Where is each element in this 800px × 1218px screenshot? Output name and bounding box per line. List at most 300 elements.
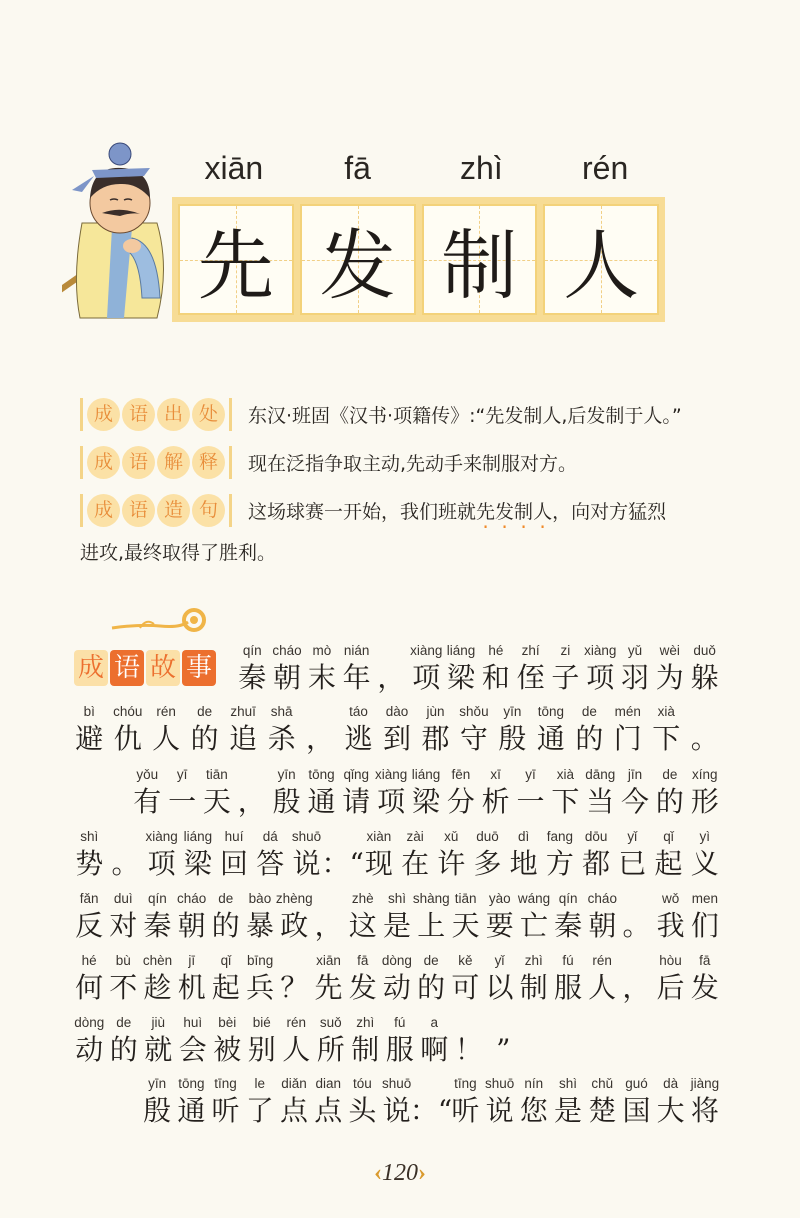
label-char: 造: [157, 494, 190, 527]
ruby-char: [311, 952, 345, 1006]
hanzi: 门: [613, 722, 642, 755]
ruby-char: [279, 1014, 314, 1068]
ruby-char: [585, 1075, 619, 1129]
pinyin: zhì: [524, 953, 543, 968]
ruby-char: [551, 1075, 585, 1129]
ruby-char: [269, 766, 304, 820]
pinyin: liáng: [183, 829, 213, 844]
ruby-char: [140, 952, 174, 1006]
pinyin: yǐ: [627, 829, 638, 844]
ruby-char: [277, 1075, 311, 1129]
pinyin: jī: [188, 953, 196, 968]
emphasized-char: 先: [476, 501, 496, 523]
pinyin: xiàng: [375, 767, 408, 782]
title-char: 人: [563, 221, 640, 310]
pinyin: chèn: [142, 953, 173, 968]
hanzi: 殷: [498, 722, 527, 755]
pinyin: bào: [248, 891, 272, 906]
title-pinyin-3: zhì: [460, 150, 503, 186]
ruby-char: [374, 642, 409, 696]
hanzi: 今: [621, 785, 650, 818]
hanzi: 制: [519, 971, 548, 1004]
ruby-char: [585, 890, 619, 944]
ruby-char: [226, 703, 261, 757]
ruby-char: [585, 952, 619, 1006]
pinyin: zhè: [351, 891, 374, 906]
ruby-char: [611, 703, 646, 757]
ruby-char: [495, 703, 530, 757]
ruby-char: [380, 1075, 414, 1129]
hanzi: 不: [109, 971, 138, 1004]
pinyin: wǒ: [662, 891, 680, 906]
ruby-char: [444, 766, 479, 820]
pinyin: zhuī: [230, 704, 256, 719]
pinyin: shā: [270, 704, 293, 719]
hanzi: 听: [211, 1094, 240, 1127]
idiom-example: [80, 494, 740, 527]
hanzi: ：“: [321, 847, 364, 880]
hanzi: 年: [342, 661, 371, 694]
ruby-char: [108, 828, 143, 882]
hanzi: 人: [282, 1033, 311, 1066]
hanzi: 侄: [516, 661, 545, 694]
ruby-char: [548, 766, 583, 820]
ruby-char: [277, 890, 312, 944]
ruby-char: [688, 703, 723, 757]
hanzi: 朝: [588, 909, 617, 942]
hanzi: 梁: [447, 661, 476, 694]
hanzi: ？: [280, 971, 309, 1004]
hanzi: 会: [178, 1033, 207, 1066]
emphasized-char: 人: [533, 501, 553, 523]
pinyin: wáng: [517, 891, 551, 906]
hanzi: 您: [519, 1094, 548, 1127]
pinyin: kě: [458, 953, 473, 968]
meaning-label: [80, 446, 232, 479]
pinyin: mén: [614, 704, 641, 719]
pinyin: bèi: [218, 1015, 237, 1030]
ruby-char: [579, 828, 614, 882]
hanzi: 对: [109, 909, 138, 942]
hanzi: 子: [551, 661, 580, 694]
pinyin: xià: [556, 767, 574, 782]
ruby-char: [380, 952, 414, 1006]
ruby-char: [209, 890, 243, 944]
hanzi: 许: [437, 847, 466, 880]
ruby-char: [380, 703, 415, 757]
hanzi: 朝: [177, 909, 206, 942]
hanzi: 说: [292, 847, 321, 880]
ruby-char: [448, 952, 482, 1006]
hanzi: 说: [382, 1094, 411, 1127]
title-cell: [300, 204, 416, 315]
ruby-char: [619, 1075, 653, 1129]
ruby-char: [72, 952, 106, 1006]
ruby-char: [208, 1075, 242, 1129]
ruby-char: [414, 890, 449, 944]
ruby-char: [149, 703, 184, 757]
pinyin: tiān: [206, 767, 228, 782]
pinyin: tīng: [214, 1076, 237, 1091]
pinyin: nián: [343, 643, 370, 658]
ruby-char: [181, 828, 216, 882]
pinyin: zài: [406, 829, 424, 844]
ruby-char: [243, 1075, 277, 1129]
emphasized-char: 发: [495, 501, 515, 523]
ruby-char: [140, 890, 174, 944]
hanzi: 动: [382, 971, 411, 1004]
ruby-char: [348, 1014, 383, 1068]
hanzi: 逃: [344, 722, 373, 755]
hanzi: 起: [654, 847, 683, 880]
ruby-char: [140, 1075, 174, 1129]
ruby-char: [339, 766, 374, 820]
hanzi: 当: [586, 785, 615, 818]
ruby-char: [513, 642, 548, 696]
ruby-char: [654, 1075, 688, 1129]
pinyin: dì: [518, 829, 530, 844]
label-char: 句: [192, 494, 225, 527]
hanzi: 已: [618, 847, 647, 880]
ruby-char: [551, 952, 585, 1006]
ruby-char: [210, 1014, 245, 1068]
pinyin: jùn: [426, 704, 445, 719]
ruby-char: [653, 766, 688, 820]
hanzi: 是: [382, 909, 411, 942]
ruby-char: [243, 952, 277, 1006]
ruby-char: [174, 1075, 208, 1129]
hanzi: 方: [545, 847, 574, 880]
hanzi: 天: [451, 909, 480, 942]
pinyin: bié: [252, 1015, 271, 1030]
example-label: [80, 494, 232, 527]
pinyin: shuō: [484, 1076, 515, 1091]
pinyin: cháo: [272, 643, 302, 658]
hanzi: 反: [75, 909, 104, 942]
ruby-char: [619, 952, 653, 1006]
label-char: 事: [182, 650, 216, 686]
pinyin: dào: [385, 704, 409, 719]
pinyin: xǔ: [444, 829, 459, 844]
hanzi: 的: [655, 785, 684, 818]
hanzi: 的: [211, 909, 240, 942]
pinyin: wèi: [659, 643, 680, 658]
pinyin: shì: [80, 829, 99, 844]
title-char: 制: [441, 221, 518, 310]
story-line: [235, 642, 722, 696]
ruby-char: [380, 890, 414, 944]
pinyin: fú: [562, 953, 574, 968]
ruby-char: [72, 703, 107, 757]
ruby-char: [654, 890, 688, 944]
ruby-char: [235, 642, 270, 696]
pinyin: qín: [148, 891, 167, 906]
ruby-char: [434, 828, 469, 882]
hanzi: 通: [536, 722, 565, 755]
label-char: 语: [122, 446, 155, 479]
ruby-char: [452, 1014, 487, 1068]
hanzi: 朝: [273, 661, 302, 694]
hanzi: 义: [690, 847, 719, 880]
pinyin: dòng: [381, 953, 412, 968]
ruby-char: [200, 766, 235, 820]
hanzi: 梁: [183, 847, 212, 880]
ruby-char: [688, 890, 722, 944]
hanzi: 的: [575, 722, 604, 755]
hanzi: 发: [690, 971, 719, 1004]
label-char: 语: [122, 494, 155, 527]
hanzi: 。: [111, 847, 140, 880]
ruby-char: [245, 1014, 280, 1068]
page-number-value: 120: [382, 1160, 418, 1186]
hanzi: 秦: [554, 909, 583, 942]
pinyin: shì: [559, 1076, 578, 1091]
hanzi: 回: [220, 847, 249, 880]
hanzi: 躲: [690, 661, 719, 694]
hanzi: 点: [314, 1094, 343, 1127]
source-text: 东汉·班固《汉书·项籍传》:“先发制人,后发制于人。”: [248, 405, 682, 427]
hanzi: ！: [454, 1033, 483, 1066]
story-line: [130, 766, 722, 820]
pinyin: de: [423, 953, 439, 968]
ruby-char: [482, 952, 516, 1006]
source-label: [80, 398, 232, 431]
hanzi: ，: [377, 661, 406, 694]
pinyin: tiān: [454, 891, 477, 906]
hanzi: ，: [314, 909, 343, 942]
example-text-before: 这场球赛一开始，我们班就: [248, 501, 477, 523]
ruby-char: [649, 703, 684, 757]
hanzi: 守: [459, 722, 488, 755]
ruby-char: [72, 1014, 107, 1068]
pinyin: jiàng: [690, 1076, 720, 1091]
ruby-char: [270, 642, 305, 696]
pinyin: a: [430, 1015, 438, 1030]
ruby-char: [457, 703, 492, 757]
ruby-char: [444, 642, 479, 696]
pinyin: dōu: [584, 829, 608, 844]
pinyin: fā: [357, 953, 369, 968]
hanzi: 大: [656, 1094, 685, 1127]
label-char: 解: [157, 446, 190, 479]
pinyin: huí: [224, 829, 244, 844]
hanzi: 请: [342, 785, 371, 818]
pinyin: yǔ: [627, 643, 643, 658]
label-char: 释: [192, 446, 225, 479]
pinyin: fang: [546, 829, 574, 844]
pinyin: liáng: [411, 767, 441, 782]
hanzi: 到: [382, 722, 411, 755]
pinyin: cháo: [176, 891, 207, 906]
label-char: 成: [87, 446, 120, 479]
pinyin: tōng: [537, 704, 565, 719]
ruby-char: [688, 952, 722, 1006]
ruby-char: [107, 1014, 142, 1068]
ruby-char: [110, 703, 145, 757]
ruby-char: [243, 890, 277, 944]
hanzi: 追: [229, 722, 258, 755]
hanzi: 郡: [421, 722, 450, 755]
ruby-char: [688, 1075, 722, 1129]
hanzi: 机: [177, 971, 206, 1004]
pinyin: yì: [699, 829, 710, 844]
pinyin: tōng: [178, 1076, 205, 1091]
hanzi: 后: [656, 971, 685, 1004]
hanzi: ，: [306, 722, 335, 755]
pinyin: le: [254, 1076, 266, 1091]
pinyin: qín: [242, 643, 262, 658]
ruby-char: [305, 642, 340, 696]
label-char: 故: [146, 650, 180, 686]
hanzi: 下: [652, 722, 681, 755]
hanzi: 要: [485, 909, 514, 942]
hanzi: 的: [190, 722, 219, 755]
ruby-char: [165, 766, 200, 820]
pinyin: chǔ: [591, 1076, 614, 1091]
hanzi: 这: [348, 909, 377, 942]
title-pinyin-4: rén: [582, 150, 629, 186]
ruby-char: [517, 1075, 551, 1129]
hanzi: 国: [622, 1094, 651, 1127]
label-char: 成: [87, 494, 120, 527]
pinyin: cháo: [587, 891, 617, 906]
hanzi: 梁: [411, 785, 440, 818]
ruby-char: [144, 828, 179, 882]
pinyin: shuō: [382, 1076, 412, 1091]
hanzi: ，: [622, 971, 651, 1004]
story-line: [72, 952, 722, 1006]
ruby-char: [534, 703, 569, 757]
pinyin: fā: [699, 953, 711, 968]
ruby-char: [688, 766, 723, 820]
pinyin: dāng: [585, 767, 616, 782]
hanzi: 头: [348, 1094, 377, 1127]
ruby-char: [417, 1014, 452, 1068]
story-label: [74, 650, 216, 686]
ruby-char: [449, 890, 483, 944]
ruby-char: [513, 766, 548, 820]
hanzi: 一: [516, 785, 545, 818]
pinyin: suǒ: [319, 1015, 342, 1030]
ruby-char: [346, 952, 380, 1006]
idiom-meaning: [80, 446, 740, 479]
pinyin: xiān: [316, 953, 341, 968]
hanzi: 杀: [267, 722, 296, 755]
ruby-char: [517, 952, 551, 1006]
label-char: 成: [87, 398, 120, 431]
ruby-char: [235, 766, 270, 820]
story-line: [72, 703, 722, 757]
ruby-char: [398, 828, 433, 882]
hanzi: 啊: [420, 1033, 449, 1066]
hanzi: 将: [690, 1094, 719, 1127]
pinyin: huì: [183, 1015, 203, 1030]
pinyin: yǐ: [494, 953, 505, 968]
hanzi: 势: [75, 847, 104, 880]
ruby-char: [362, 828, 397, 882]
hanzi: 亡: [519, 909, 548, 942]
story-line: [72, 1014, 521, 1068]
cloud-ornament-icon: [110, 604, 210, 640]
ruby-char: [618, 642, 653, 696]
pinyin: rén: [592, 953, 612, 968]
hanzi: 政: [280, 909, 309, 942]
title-char: 先: [197, 221, 274, 310]
hanzi: 兵: [246, 971, 275, 1004]
ruby-char: [572, 703, 607, 757]
hanzi: 秦: [143, 909, 172, 942]
ruby-char: [548, 642, 583, 696]
pinyin: yīn: [503, 704, 522, 719]
pinyin: yīn: [148, 1076, 167, 1091]
hanzi: 通: [177, 1094, 206, 1127]
pinyin: chóu: [113, 704, 143, 719]
pinyin: hé: [488, 643, 504, 658]
pinyin: duǒ: [693, 643, 716, 658]
ruby-char: [414, 952, 448, 1006]
hanzi: 项: [586, 661, 615, 694]
pinyin: de: [197, 704, 213, 719]
hanzi: 人: [152, 722, 181, 755]
pinyin: qín: [558, 891, 578, 906]
pinyin: dà: [663, 1076, 679, 1091]
pinyin: yǒu: [136, 767, 159, 782]
hanzi: 先: [314, 971, 343, 1004]
ruby-char: [303, 703, 338, 757]
hanzi: 所: [316, 1033, 345, 1066]
pinyin: qǐ: [220, 953, 232, 968]
hanzi: 析: [481, 785, 510, 818]
bracket-right-icon: ›: [418, 1160, 426, 1186]
hanzi: 殷: [272, 785, 301, 818]
idiom-title: [172, 197, 665, 322]
example-text: [248, 497, 666, 524]
title-pinyin: [172, 150, 667, 190]
pinyin: tīng: [454, 1076, 477, 1091]
hanzi: 别: [247, 1033, 276, 1066]
ruby-char: [618, 766, 653, 820]
hanzi: 项: [147, 847, 176, 880]
hanzi: 羽: [621, 661, 650, 694]
hanzi: 了: [245, 1094, 274, 1127]
hanzi: 楚: [588, 1094, 617, 1127]
pinyin: men: [691, 891, 718, 906]
example-text-continued: 进攻,最终取得了胜利。: [80, 542, 277, 564]
hanzi: 的: [417, 971, 446, 1004]
hanzi: 听: [451, 1094, 480, 1127]
ruby-char: [409, 1075, 453, 1129]
hanzi: 起: [211, 971, 240, 1004]
hanzi: 殷: [143, 1094, 172, 1127]
ruby-char: [687, 828, 722, 882]
ruby-char: [175, 890, 209, 944]
pinyin: zhí: [521, 643, 540, 658]
hanzi: 可: [451, 971, 480, 1004]
scholar-illustration: [62, 128, 182, 338]
hanzi: 暴: [245, 909, 274, 942]
ruby-char: [72, 828, 107, 882]
hanzi: 服: [553, 971, 582, 1004]
pinyin: xià: [657, 704, 675, 719]
ruby-char: [448, 1075, 482, 1129]
page-number: [0, 1160, 800, 1187]
pinyin: hé: [81, 953, 97, 968]
ruby-char: [217, 828, 252, 882]
ruby-char: [418, 703, 453, 757]
pinyin: xī: [490, 767, 501, 782]
pinyin: yīn: [277, 767, 296, 782]
hanzi: 地: [509, 847, 538, 880]
